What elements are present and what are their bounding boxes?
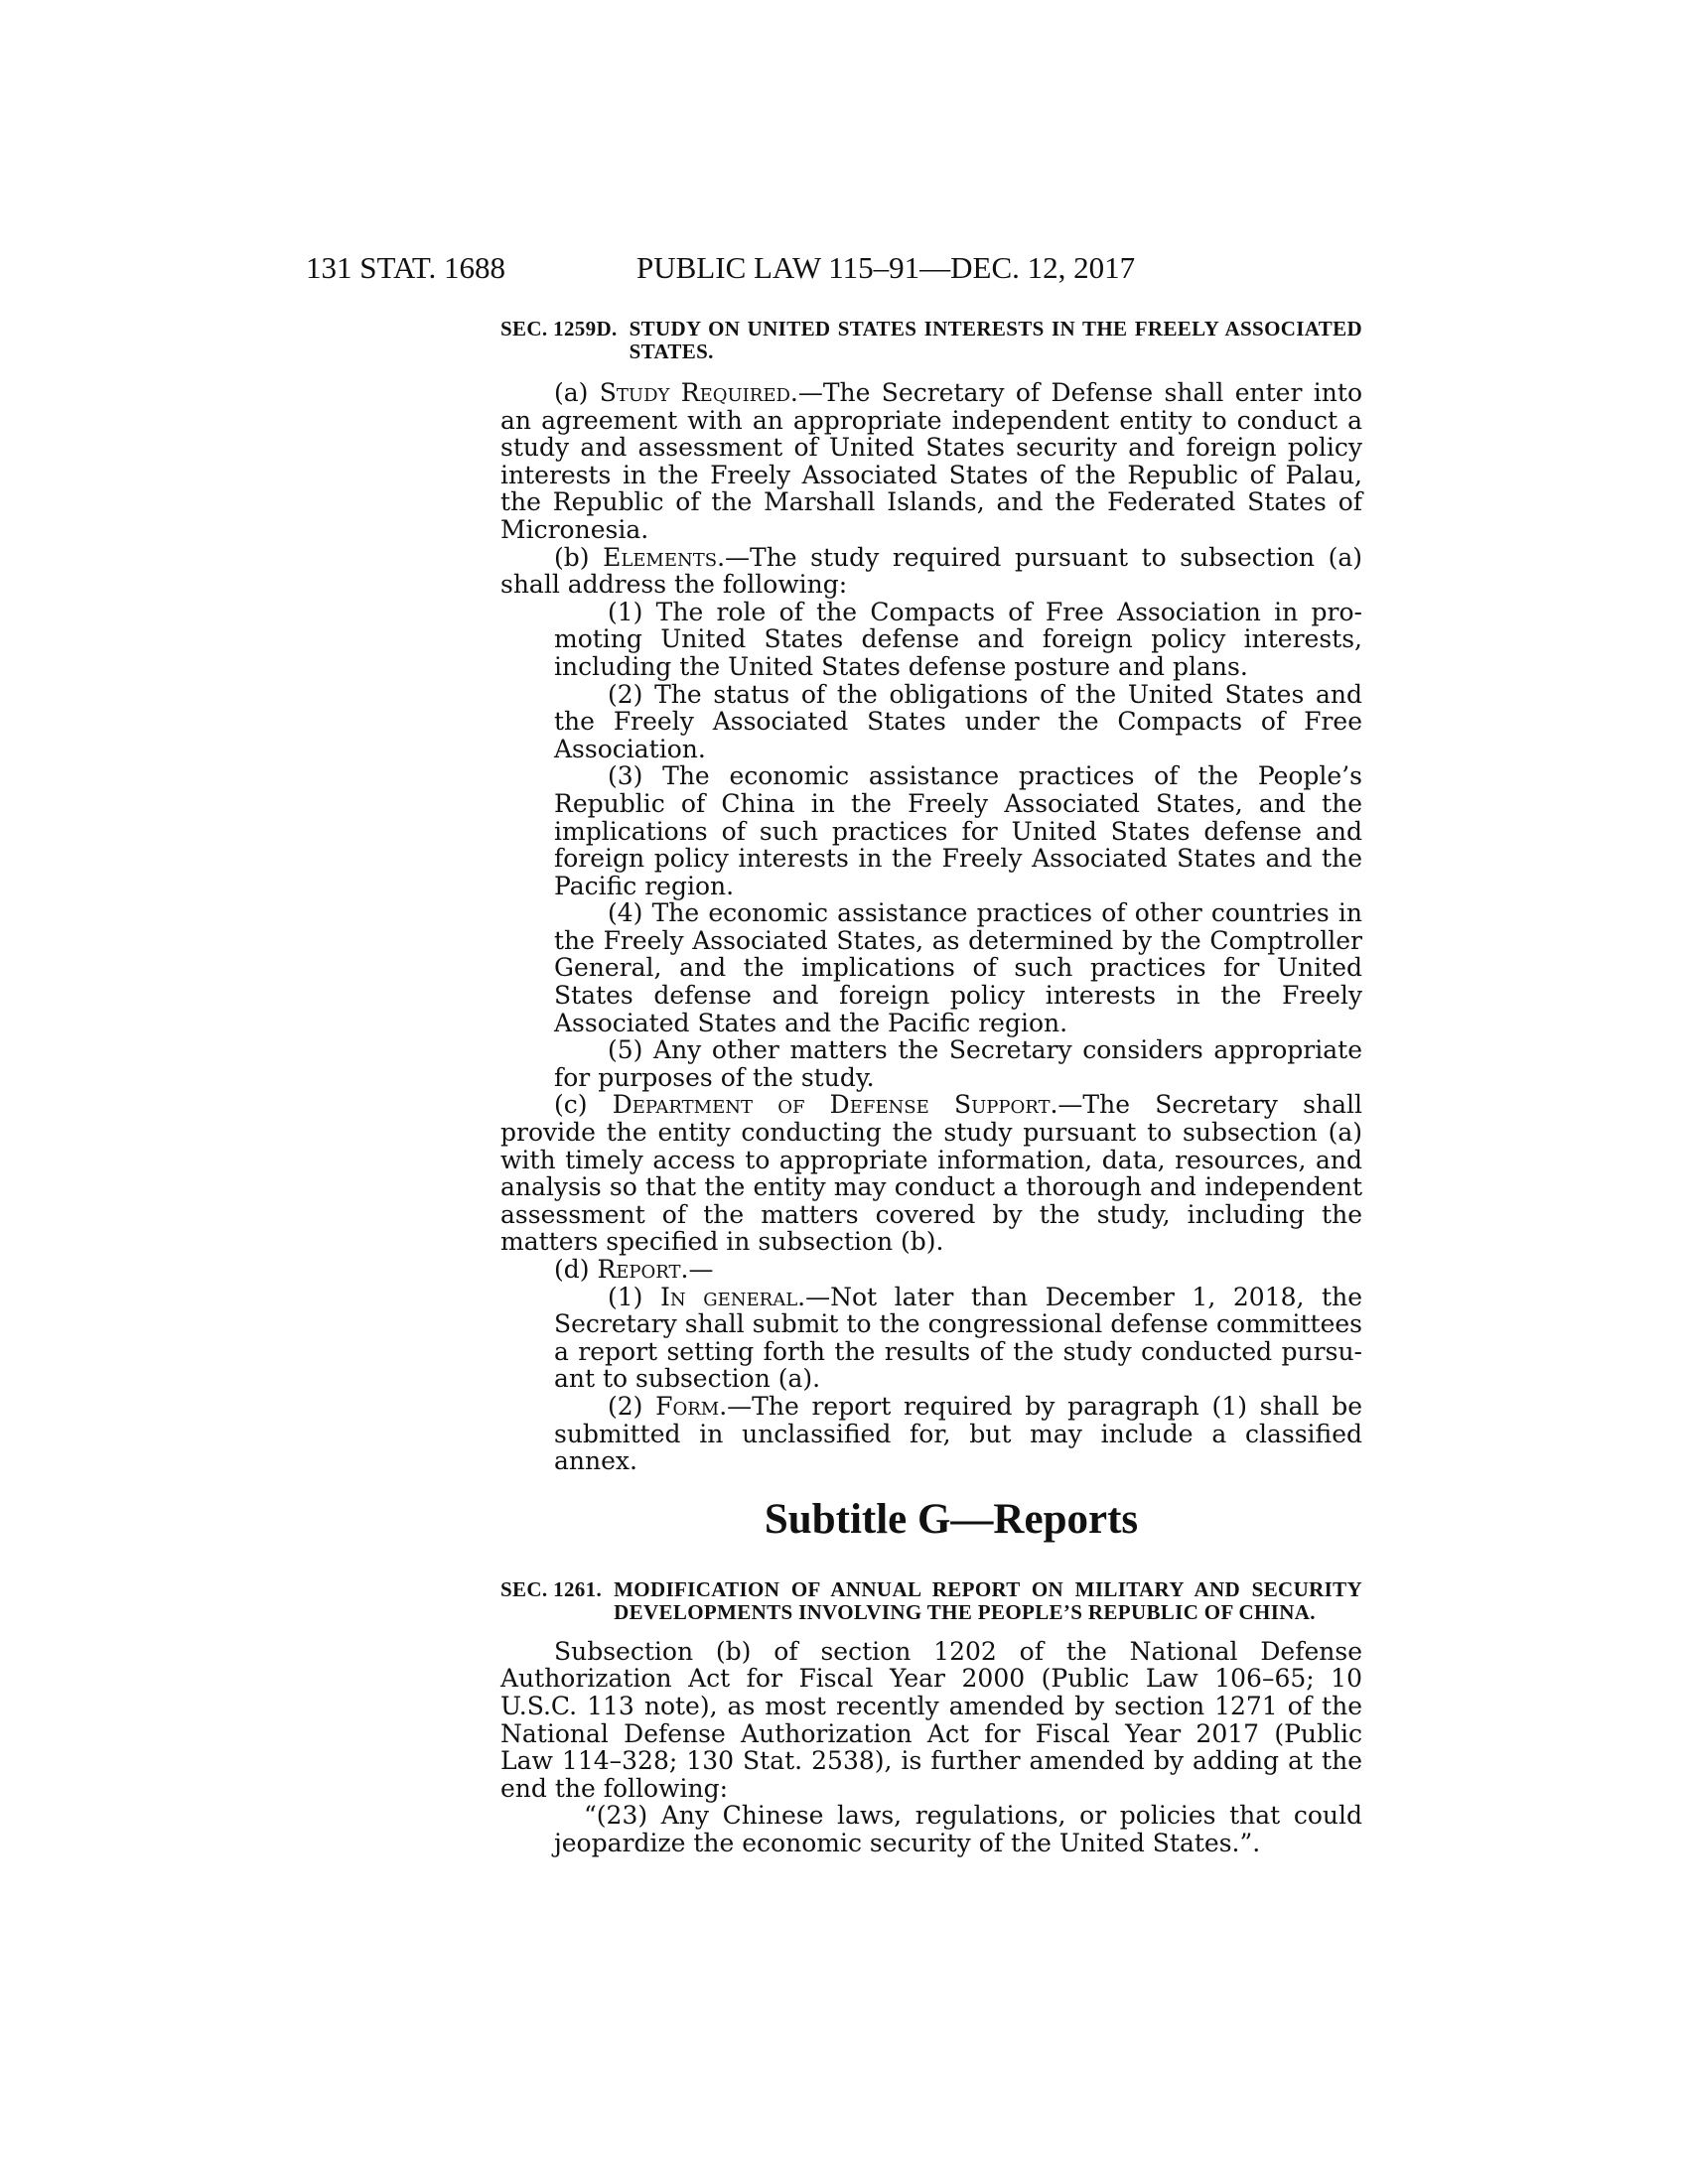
subsection-b [500,544,1362,599]
subsection-a [500,379,1362,544]
paragraph-text: —The report required by paragraph (1) shall be submitted in unclassified for, but may include a classified annex. [554,1391,1362,1476]
subsection-c [500,1091,1362,1256]
section-1261-body: Subsection (b) of section 1202 of the National Defense Authorization Act for Fiscal Year 2000 (Public Law 106–65; 10 U.S.C. 113 note), as most recently amended by section 1271 of the National Defense Authorization Act for Fiscal Year 2017 (Public Law 114–328; 130 Stat. 2538), is further amended by adding at the end the following: [500,1636,1362,1803]
subtitle-heading: Subtitle G—Reports [764,1495,1139,1543]
quoted-paragraph-23: “(23) Any Chinese laws, regulations, or policies that could jeopardize the economic security of the United States.”. [554,1801,1362,1857]
paragraph-label: (1) [608,1282,661,1311]
paragraph-b5: (5) Any other matters the Secretary considers appropriate for purposes of the study. [554,1035,1362,1092]
section-number: SEC. 1261. [500,1576,603,1601]
section-1259d-heading [500,318,1362,363]
subsection-heading: Study Required. [599,378,798,407]
subsection-text: —The study required pursuant to subsection (a) shall address the following: [500,542,1362,600]
paragraph-label: (2) [608,1391,656,1421]
subsection-label: (d) [554,1255,598,1284]
subsection-text: —The Secretary shall provide the entity conducting the study pursuant to subsection (a) with timely access to appropriate information, data, resources, and analysis so that the entity may conduct a thorough and independent assessment of the matters covered by the study, including the matters specified in subsection (b). [500,1090,1362,1257]
section-title: STUDY ON UNITED STATES INTERESTS IN THE FREELY ASSOCIATED STATES. [629,317,1362,363]
section-number: SEC. 1259D. [500,317,618,341]
subsection-d [500,1256,1362,1284]
section-title: MODIFICATION OF ANNUAL REPORT ON MILITARY AND SECURITY DEVELOPMENTS INVOLVING THE PEOPLE’S REPUBLIC OF CHINA. [614,1576,1362,1624]
paragraph-b3: (3) The economic assistance practices of the People’s Republic of China in the Freely Associated States, and the implications of such practices for United States defense and foreign policy interests in the Freely Associated States and the Pacific region. [554,761,1362,900]
subsection-label: (c) [554,1090,613,1120]
paragraph-d2 [554,1393,1362,1475]
subsection-heading: Report. [597,1255,689,1284]
paragraph-heading: In general. [660,1282,806,1311]
subsection-heading: Elements. [603,542,726,572]
subsection-label: (a) [554,378,600,407]
page-reference: 131 STAT. 1688 [306,250,506,285]
paragraph-text: —Not later than December 1, 2018, the Secretary shall submit to the congressional defense committees a report setting forth the results of the study conducted pursuant to subsection (a). [554,1282,1362,1394]
subsection-text: —The Secretary of Defense shall enter into an agreement with an appropriate independent entity to conduct a study and assessment of United States security and foreign policy interests in the Freely Associated States of the Republic of Palau, the Republic of the Marshall Islands, and the Federated States of Micronesia. [500,378,1362,544]
subsection-label: (b) [554,542,604,572]
paragraph-b2: (2) The status of the obligations of the United States and the Freely Associated States under the Compacts of Free Association. [554,679,1362,763]
running-header: PUBLIC LAW 115–91—DEC. 12, 2017 [636,250,1136,285]
paragraph-b1: (1) The role of the Compacts of Free Association in promoting United States defense and foreign policy interests, including the United States defense posture and plans. [554,597,1362,681]
paragraph-heading: Form. [655,1391,728,1421]
subsection-heading: Department of Defense Support. [612,1090,1058,1120]
subsection-dash: — [688,1255,714,1284]
paragraph-b4: (4) The economic assistance practices of other countries in the Freely Associated States, as determined by the Comptroller General, and the implications of such practices for United States defense and foreign policy interests in the Freely Associated States and the Pacific region. [554,898,1362,1037]
paragraph-d1 [554,1284,1362,1393]
section-1261-heading [500,1578,1362,1624]
page-body [500,318,1362,1857]
